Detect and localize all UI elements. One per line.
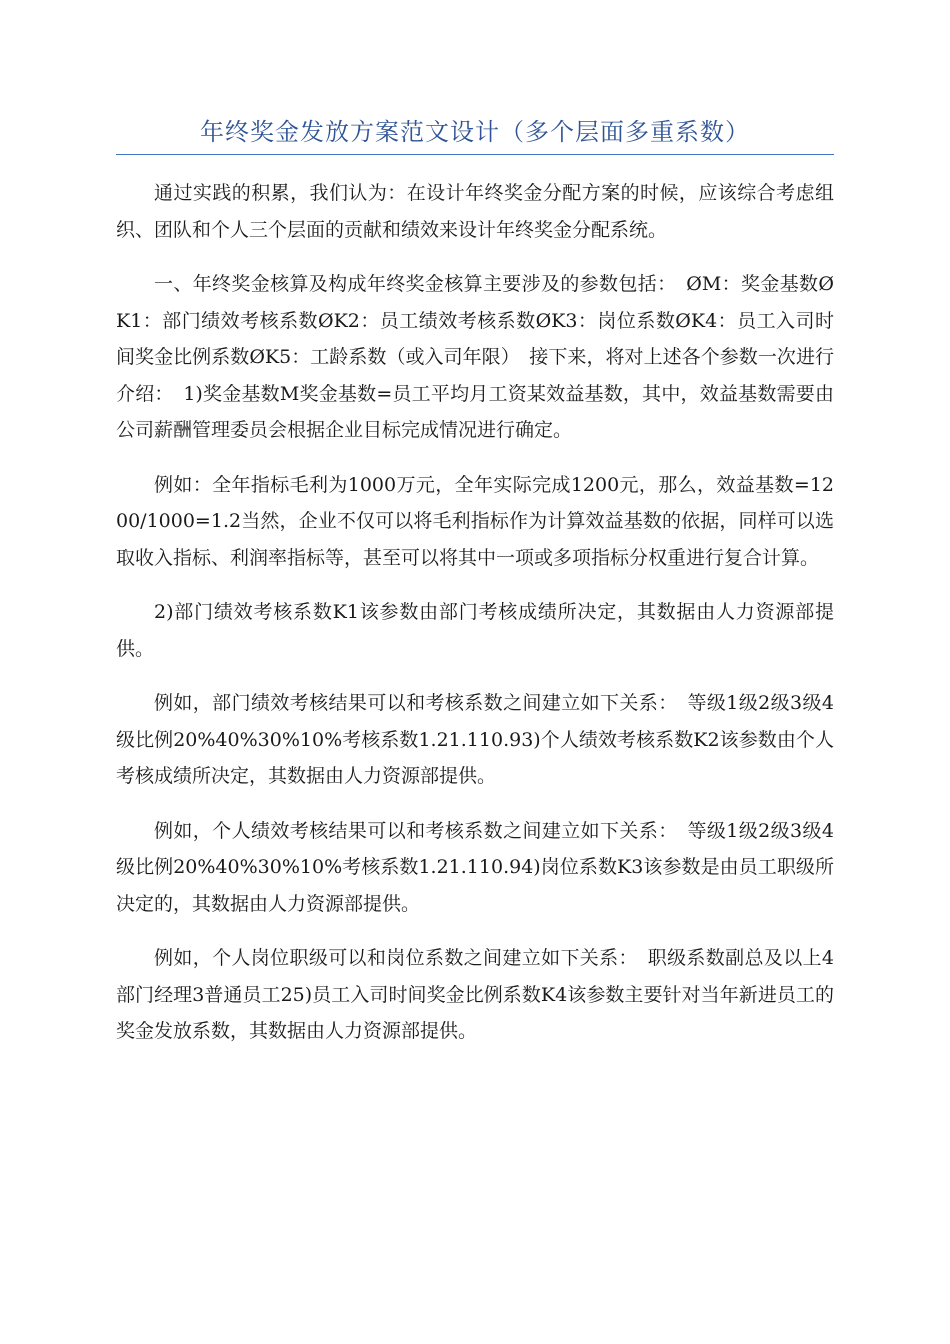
- paragraph-example-k2: 例如，个人绩效考核结果可以和考核系数之间建立如下关系： 等级1级2级3级4级比例20%40%30%10%考核系数1.21.110.94)岗位系数K3该参数是由员工职级所决定的，其数据由人力资源部提供。: [116, 819, 834, 915]
- paragraph-example-k3: 例如，个人岗位职级可以和岗位系数之间建立如下关系： 职级系数副总及以上4部门经理3普通员工25)员工入司时间奖金比例系数K4该参数主要针对当年新进员工的奖金发放系数，其数据由人力资源部提供。: [116, 947, 834, 1042]
- paragraph-parameters: 一、年终奖金核算及构成年终奖金核算主要涉及的参数包括： ØM：奖金基数ØK1：部门绩效考核系数ØK2：员工绩效考核系数ØK3：岗位系数ØK4：员工入司时间奖金比例系数ØK5：工龄系数（或入司年限） 接下来，将对上述各个参数一次进行介绍： 1)奖金基数M奖金基数=员工平均月工资某效益基数，其中，效益基数需要由公司薪酬管理委员会根据企业目标完成情况进行确定。: [116, 273, 834, 441]
- paragraph-k1: 2)部门绩效考核系数K1该参数由部门考核成绩所决定，其数据由人力资源部提供。: [116, 601, 834, 660]
- paragraph-intro: 通过实践的积累，我们认为：在设计年终奖金分配方案的时候，应该综合考虑组织、团队和个人三个层面的贡献和绩效来设计年终奖金分配系统。: [116, 182, 834, 241]
- paragraph-example-k1: 例如，部门绩效考核结果可以和考核系数之间建立如下关系： 等级1级2级3级4级比例20%40%30%10%考核系数1.21.110.93)个人绩效考核系数K2该参数由个人考核成绩所决定，其数据由人力资源部提供。: [116, 692, 834, 787]
- paragraph-example-base: 例如：全年指标毛利为1000万元，全年实际完成1200元，那么，效益基数=1200/1000=1.2当然，企业不仅可以将毛利指标作为计算效益基数的依据，同样可以选取收入指标、利润率指标等，甚至可以将其中一项或多项指标分权重进行复合计算。: [116, 473, 834, 569]
- document-page: [116, 112, 834, 1068]
- document-body: [116, 175, 834, 1050]
- document-title: 年终奖金发放方案范文设计（多个层面多重系数）: [116, 112, 834, 155]
